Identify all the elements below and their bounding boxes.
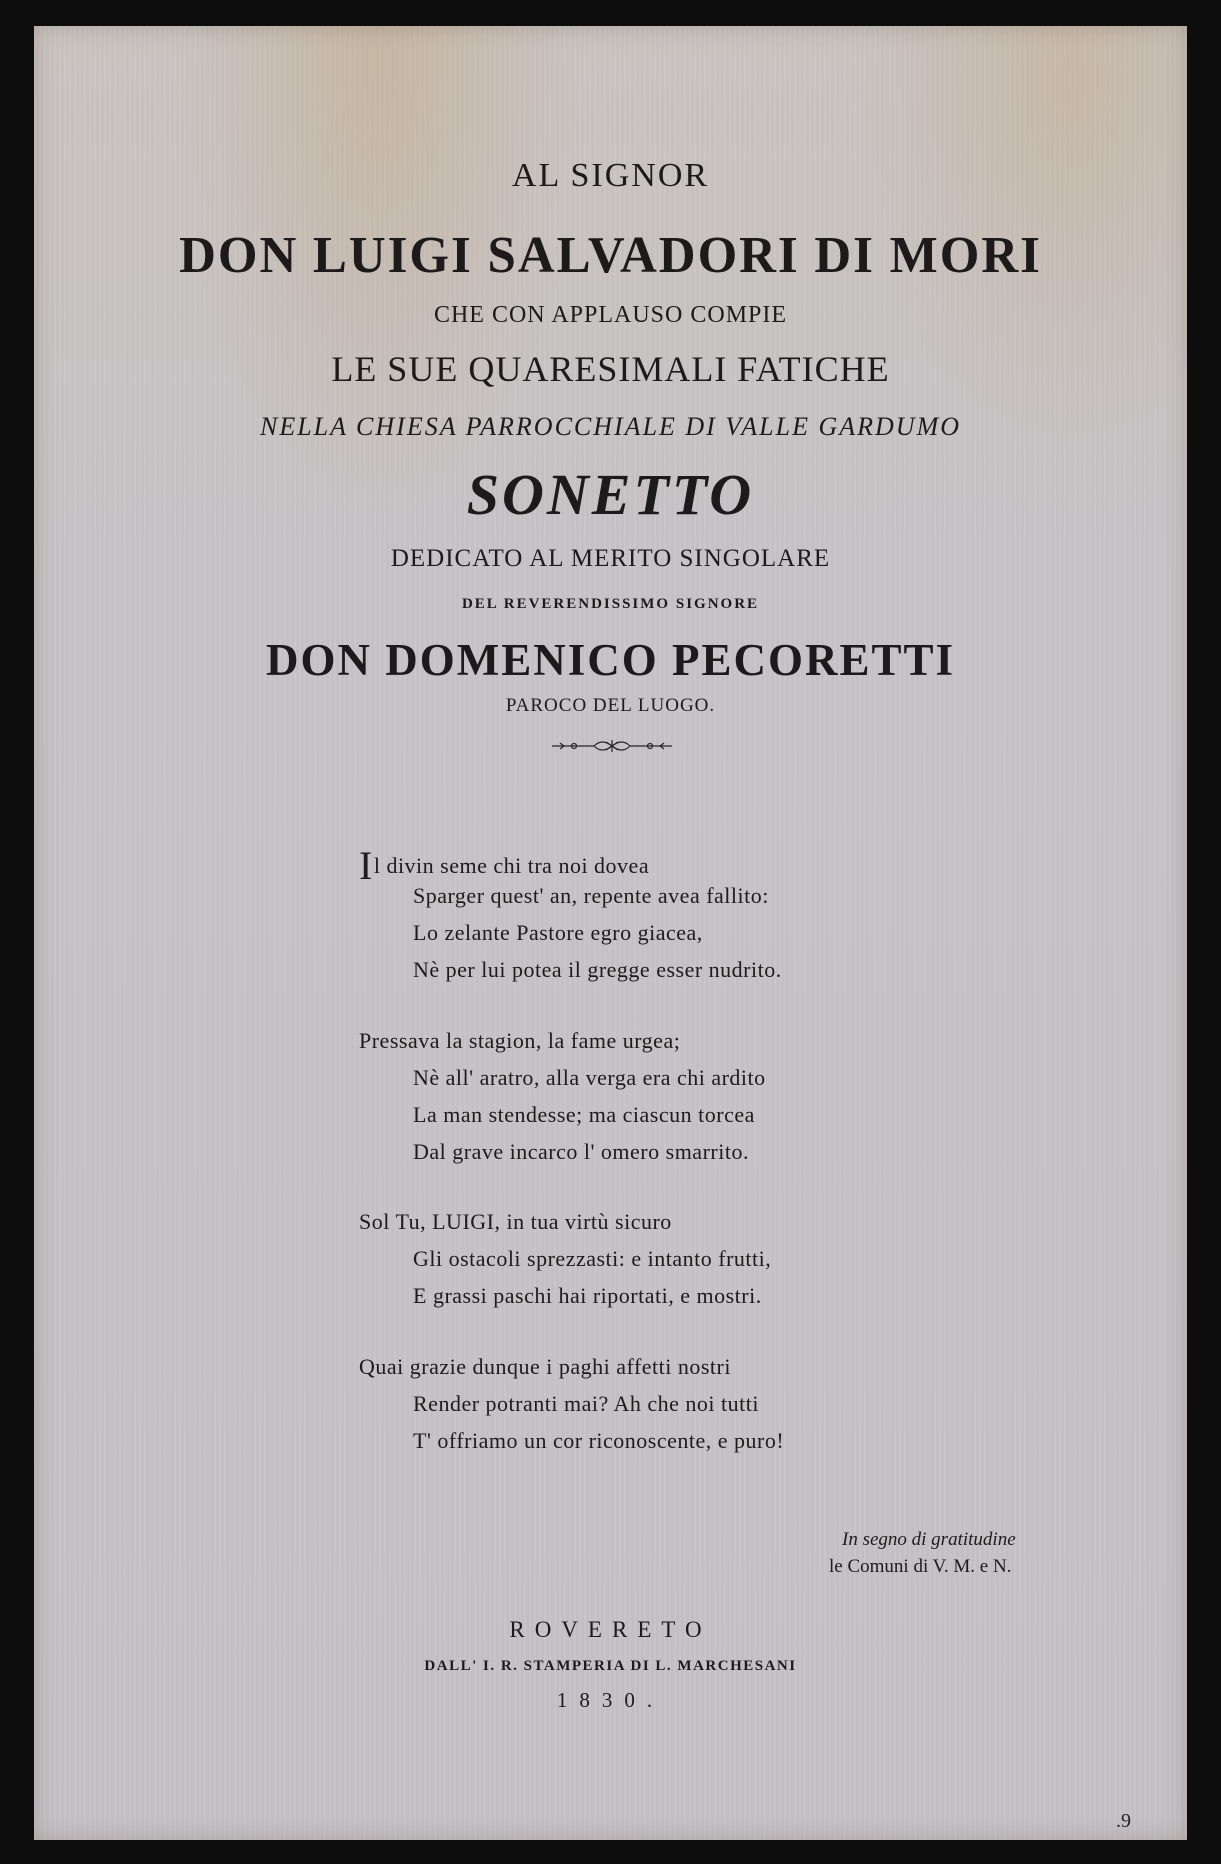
verse-line: Nè per lui potea il gregge esser nudrito. bbox=[413, 957, 782, 982]
verse-line: Sparger quest' an, repente avea fallito: bbox=[413, 883, 769, 908]
imprint-printer: DALL' I. R. STAMPERIA DI L. MARCHESANI bbox=[424, 1658, 797, 1674]
verse-line: Pressava la stagion, la fame urgea; bbox=[359, 1028, 681, 1053]
dedication-line-al-signor: AL SIGNOR bbox=[511, 157, 710, 194]
occasion-title: LE SUE QUARESIMALI FATICHE bbox=[331, 349, 890, 389]
verse-line: Dal grave incarco l' omero smarrito. bbox=[413, 1139, 749, 1164]
verse-line: Quai grazie dunque i paghi affetti nostri bbox=[359, 1354, 731, 1379]
verse-line: E grassi paschi hai riportati, e mostri. bbox=[413, 1283, 762, 1308]
ornament-divider-icon bbox=[550, 738, 674, 754]
verse-line: Il divin seme chi tra noi dovea bbox=[359, 843, 650, 888]
verse-line: Nè all' aratro, alla verga era chi ardito bbox=[413, 1065, 766, 1090]
location-line: NELLA CHIESA PARROCCHIALE DI VALLE GARDUMO bbox=[259, 412, 962, 441]
parish-priest-name: DON DOMENICO PECORETTI bbox=[265, 635, 956, 685]
imprint-city: ROVERETO bbox=[509, 1617, 712, 1642]
verse-line: Sol Tu, LUIGI, in tua virtù sicuro bbox=[359, 1209, 672, 1234]
verse-line: La man stendesse; ma ciascun torcea bbox=[413, 1102, 755, 1127]
honorific-line: DEL REVERENDISSIMO SIGNORE bbox=[461, 596, 760, 612]
parish-priest-role: PAROCO DEL LUOGO. bbox=[505, 695, 716, 716]
verse-line: Render potranti mai? Ah che noi tutti bbox=[413, 1391, 759, 1416]
drop-cap: I bbox=[359, 843, 373, 888]
signatories-line: le Comuni di V. M. e N. bbox=[829, 1556, 1012, 1577]
dedication-line: DEDICATO AL MERITO SINGOLARE bbox=[390, 545, 831, 572]
broadside-sheet bbox=[34, 26, 1187, 1840]
verse-line: Gli ostacoli sprezzasti: e intanto frutti, bbox=[413, 1246, 772, 1271]
occasion-line: CHE CON APPLAUSO COMPIE bbox=[433, 302, 788, 328]
gratitude-line: In segno di gratitudine bbox=[842, 1529, 1016, 1550]
archive-mark: .9 bbox=[1116, 1810, 1131, 1832]
verse-line: Lo zelante Pastore egro giacea, bbox=[413, 920, 703, 945]
dedicatee-name: DON LUIGI SALVADORI DI MORI bbox=[179, 227, 1042, 284]
poem-title: SONETTO bbox=[466, 462, 755, 527]
verse-line: T' offriamo un cor riconoscente, e puro! bbox=[413, 1428, 785, 1453]
imprint-year: 1830. bbox=[556, 1688, 665, 1712]
